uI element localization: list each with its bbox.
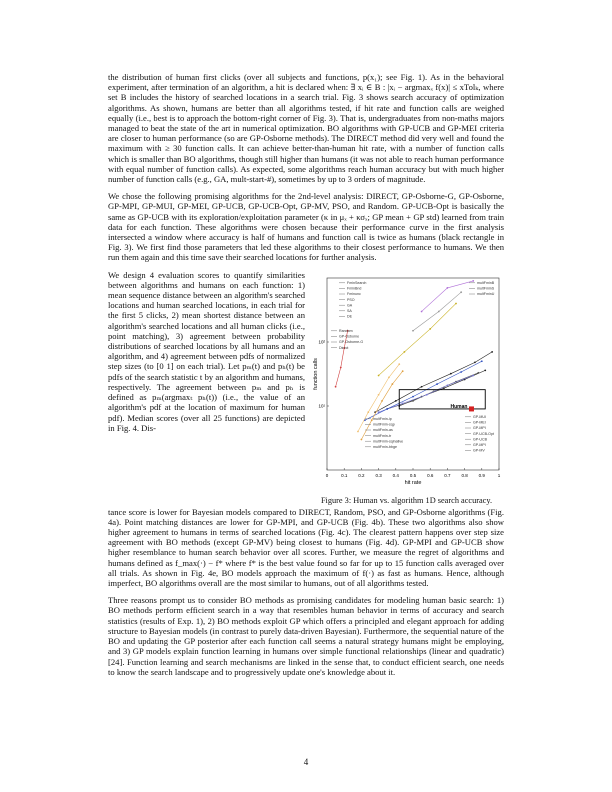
y-tick-label: 10¹ [318,403,325,409]
series-point [386,408,388,410]
legend-top-left-entry: PSO [347,297,355,302]
legend-mid-left-entry: GP-Osborne-G [339,339,364,344]
series-point [395,400,397,402]
series-point [472,280,474,282]
figure-3-caption: Figure 3: Human vs. algorithm 1D search accuracy. [320,495,493,505]
series-point [335,385,337,387]
legend-bottom-left-entry: multFmin-tr [373,433,392,438]
paragraph-1: the distribution of human first clicks (over all subjects and functions, p(x₁); see Fig. 1). As in the behavioral experiment, after termination of an algorithm, a hit is declared when: ∃ xᵢ ∈ B : |xᵢ − argmaxₓ f(x)| ≤ xTolₖ, where set B includes the history of searched locations in a search trial. Fig. 3 shows search accuracy of optimization algorithms. As shown, humans are better than all algorithms tested, if hit rate and function calls are weighed equally (i.e., best is to approach the bottom-right corner of Fig. 3). That is, undergraduates from non-maths majors managed to beat the state of the art in numerical optimization. BO algorithms with GP-UCB and GP-MEI criteria are closer to human performance (so are GP-Osborne methods). The DIRECT method did very well and found the maximum with ≥ 30 function calls. It can achieve better-than-human hit rate, with a number of function calls which is smaller than BO algorithms, though still higher than humans (it was not able to reach human performance with equal number of function calls). As expected, some algorithms reach human accuracy but with much higher number of function calls (e.g., GA, mult-start-#), sometimes by up to 3 orders of magnitude. [108,72,504,185]
x-tick-label: 0.5 [409,472,417,478]
legend-mid-left-entry: Random [339,328,353,333]
legend-top-left-entry: GA [347,303,353,308]
series-point [447,384,449,386]
series-point [378,374,380,376]
x-tick-label: 0.3 [375,472,382,478]
series-point [388,376,390,378]
legend-bottom-left-entry: multFmin-ip [373,416,392,421]
x-tick-label: 0.7 [444,472,451,478]
series-point [460,291,462,293]
series-line [422,281,474,312]
series-point [357,430,359,432]
legend-bottom-left-entry: multFmin-as [373,427,393,432]
series-point [450,372,452,374]
paper-page [108,72,504,684]
legend-top-left-entry: Fminunc [347,291,361,296]
legend-bottom-right-entry: GP-UCB [473,437,487,442]
legend-top-left-entry: FminSearch [347,280,367,285]
paragraph-2: We chose the following promising algorithms for the 2nd-level analysis: DIRECT, GP-Osborne-G, GP-Osborne, GP-MPI, GP-MUI, GP-MEI, GP-UCB, GP-UCB-Opt, GP-MV, PSO, and Random. GP-UCB-Opt is basically the same as GP-UCB with its exploration/exploitation parameter (κ in μₓ + κσₓ; GP mean + GP std) learned from train data for each function. These algorithms were chosen because their performance curve in the first analysis intersected a window where accuracy is half of humans and function call is twice as humans (black rectangle in Fig. 3). We first find those parameters that led these algorithms to their closest performance to humans. We then run them again and this time save their searched locations for further analysis. [108,191,504,263]
x-tick-label: 0.1 [341,472,348,478]
series-point [447,287,449,289]
series-point [472,374,474,376]
text-figure-block [108,270,504,505]
series-line [379,303,456,375]
legend-bottom-left-entry: multFmin-bbge [373,444,397,449]
x-tick-label: 0.4 [392,472,399,478]
x-tick-label: 0 [325,472,329,478]
evaluation-scores-paragraph: We design 4 evaluation scores to quantify similarities between algorithms and humans on each function: 1) mean sequence distance between an algorithm's searched locations and human searched locations, in each trial for the first 5 clicks, 2) mean shortest distance between an algorithm's searched locations and all human clicks (i.e., point matching), 3) agreement between probability distributions of searched locations by all humans and an algorithm, and 4) agreement between pdfs of normalized step sizes (to [0 1] on each trial). Let pₘ(t) and pₕ(t) be pdfs of the search statistic t by an algorithm and humans, respectively. The agreement between pₘ and pₕ is defined as pₘ(argmaxₜ pₕ(t)) (i.e., the value of an algorithm's pdf at the location of maximum for human pdf). Median scores (over all 25 functions) are depicted in Fig. 4. Dis- [108,269,305,433]
legend-top-right-entry: multFminS [477,286,495,291]
series-line [336,330,348,386]
legend-bottom-right-entry: GP-MV [473,448,485,453]
figure-3 [309,270,504,505]
series-point [477,372,479,374]
series-line [358,364,399,431]
series-point [412,329,414,331]
legend-bottom-right-entry: GP-UCB-Opt [473,431,494,436]
legend-bottom-left-entry: multFmin-sqp [373,422,395,427]
human-point [469,406,474,411]
left-column [108,270,305,433]
x-tick-label: 0.8 [461,472,468,478]
series-point [378,393,380,395]
legend-top-left-entry: FminBnd [347,286,362,291]
legend-bottom-right-entry: GP-MEI [473,420,486,425]
series-point [412,400,414,402]
legend-top-left-entry: SA [347,308,352,313]
series-line [375,352,492,412]
x-tick-label: 0.9 [478,472,485,478]
series-point [340,366,342,368]
legend-bottom-right-entry: GP-MUI [473,414,486,419]
window-rectangle [399,389,485,408]
paragraph-final: Three reasons prompt us to consider BO methods as promising candidates for modeling human basic search: 1) BO methods perform efficient search in a way that resembles human behavior in terms of accuracy and search statistics (results of Exp. 1), 2) BO methods exploit GP which offers a principled and elegant approach for adding structure to Bayesian models (in contrast to purely data-driven Bayesian). Furthermore, the sequential nature of the BO and updating the GP posterior after each function call seems a natural strategy humans might be employing, and 3) GP models explain function learning in humans over simple functional relationships (linear and quadratic) [24]. Function learning and search mechanisms are linked in the sense that, to conduct efficient search, one needs to know the search landscape and to progressively update one's knowledge about it. [108,595,504,677]
x-tick-label: 1 [497,472,501,478]
figure-3-chart [309,270,504,494]
series-point [460,371,462,373]
y-tick-label: 10² [318,339,325,345]
series-point [421,385,423,387]
legend-top-left-entry: DE [347,314,352,319]
legend-bottom-left-entry: multFmin-sqlnative [373,439,404,444]
series-point [402,402,404,404]
x-axis-label: hit rate [404,479,422,486]
legend-bottom-right-entry: GP-MPI [473,442,486,447]
series-point [426,393,428,395]
page-number: 4 [303,757,309,767]
series-point [438,310,440,312]
paragraph-continuation: tance score is lower for Bayesian models compared to DIRECT, Random, PSO, and GP-Osborne algorithms (Fig. 4a). Point matching distances are lower for GP-MPI, and GP-UCB (Fig. 4b). These two algorithms also show higher agreement to humans in terms of searched locations (Fig. 4c). The clearest pattern happens over step size agreement with BO methods (except GP-MV) being closest to humans (Fig. 4d). GP-MPI and GP-UCB show higher resemblance to human search behavior over all scores. Further, we measure the regret of algorithms and humans defined as f_max(·) − f* where f* is the best value found so far for up to 15 function calls averaged over all trials. As shown in Fig. 4e, BO models approach the maximum of f(·) as fast as humans. Hence, although imperfect, BO algorithms overall are the most similar to humans, out of all algorithms tested. [108,506,504,589]
y-axis-label: function calls [313,357,319,390]
legend-top-right-entry: multFminU [477,291,495,296]
series-point [491,351,493,353]
series-point [436,383,438,385]
series-point [402,370,404,372]
series-point [481,360,483,362]
x-tick-label: 0.2 [358,472,365,478]
series-point [412,395,414,397]
series-point [361,438,363,440]
series-point [381,400,383,402]
series-point [474,361,476,363]
series-point [398,363,400,365]
series-point [391,383,393,385]
series-point [421,310,423,312]
series-line [413,292,461,331]
series-point [367,411,369,413]
human-annotation: Human [450,403,468,410]
series-point [455,302,457,304]
series-point [429,328,431,330]
series-line [365,361,482,420]
legend-mid-left-entry: Direct [339,345,349,350]
legend-bottom-right-entry: GP-MPI [473,425,486,430]
legend-mid-left-entry: GP-Osborne [339,334,360,339]
series-point [484,369,486,371]
x-tick-label: 0.6 [427,472,434,478]
series-point [404,351,406,353]
legend-top-right-entry: multFminB [477,280,495,285]
